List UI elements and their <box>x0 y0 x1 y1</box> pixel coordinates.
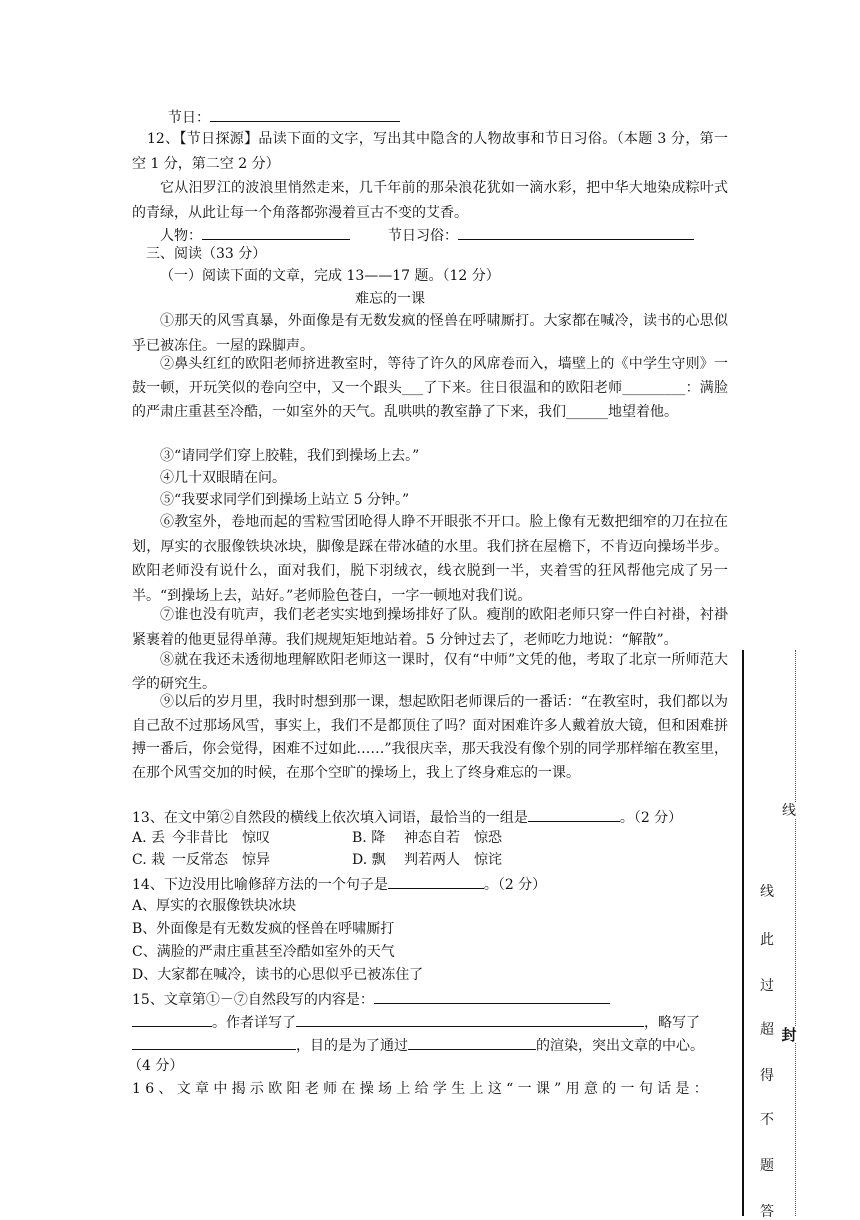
binding-solid-line <box>742 650 744 1216</box>
q15-detail-blank[interactable] <box>296 1011 644 1027</box>
q15-score: （4 分） <box>128 1058 184 1074</box>
q14-stem: 14、下边没用比喻修辞方法的一个句子是 <box>132 877 388 893</box>
q14-stem-line <box>132 873 546 895</box>
seal-char-7: 题 <box>760 1158 774 1174</box>
seal-char-1: 线 <box>760 884 774 900</box>
q12-custom-blank[interactable] <box>458 224 694 240</box>
seal-char-2: 此 <box>760 932 774 948</box>
seal-char-3: 过 <box>760 978 774 994</box>
seal-char-feng: 封 <box>781 1026 797 1044</box>
q15-line-1 <box>132 988 610 1010</box>
seal-char-4: 超 <box>760 1022 774 1038</box>
q13-option-a-letter: A. 丢 <box>132 830 166 846</box>
article-paragraph-5: ⑤“我要求同学们到操场上站立 5 分钟。” <box>160 492 410 508</box>
q15-stem: 15、文章第①－⑦自然段写的内容是： <box>132 992 374 1008</box>
q14-option-d: D、大家都在喊冷，读书的心思似乎已被冻住了 <box>132 967 424 983</box>
q15-brief-label: ，略写了 <box>644 1015 700 1031</box>
q11-festival-label: 节日： <box>168 110 210 126</box>
q15-brief-blank[interactable] <box>132 1034 296 1050</box>
q13-stem: 13、在文中第②自然段的横线上依次填入词语，最恰当的一组是 <box>132 810 528 826</box>
q13-tail: 。（2 分） <box>619 810 683 826</box>
q15-detail-label: 。作者详写了 <box>212 1015 296 1031</box>
q15-line-3 <box>132 1034 704 1056</box>
article-paragraph-2: ②鼻头红红的欧阳老师挤进教室时，等待了许久的风席卷而入，墙壁上的《中学生守则》一鼓一顿，开玩笑似的卷向空中，又一个跟头___了下来。往日很温和的欧阳老师_________：满脸的严肃庄重甚至冷酷，一如室外的天气。乱哄哄的教室静了下来，我们______地望着他。 <box>132 356 728 420</box>
article-paragraph-1: ①那天的风雪真暴，外面像是有无数发疯的怪兽在呼啸厮打。大家都在喊冷，读书的心思似乎已被冻住。一屋的跺脚声。 <box>132 313 728 354</box>
seal-char-8: 答 <box>760 1204 774 1220</box>
q14-option-c: C、满脸的严肃庄重甚至冷酷如室外的天气 <box>132 944 395 960</box>
seal-char-6: 不 <box>760 1112 774 1128</box>
q13-option-d-word2: 判若两人 <box>404 852 460 868</box>
q13-option-b-word3: 惊恐 <box>474 830 502 846</box>
article-paragraph-9: ⑨以后的岁月里，我时时想到那一课，想起欧阳老师课后的一番话：“在教室时，我们都以为自己敌不过那场风雪，事实上，我们不是都顶住了吗？面对困难许多人戴着放大镜，但和困难拼搏一番后，你会觉得，困难不过如此……”我很庆幸，那天我没有像个别的同学那样缩在教室里，在那个风雪交加的时候，在那个空旷的操场上，我上了终身难忘的一课。 <box>132 694 728 781</box>
q13-options-row-1 <box>132 828 502 848</box>
q12-blanks-line <box>160 224 694 246</box>
q15-line-2 <box>132 1011 700 1033</box>
article-paragraph-6: ⑥教室外，卷地而起的雪粒雪团呛得人睁不开眼张不开口。脸上像有无数把细窄的刀在拉在划，厚实的衣服像铁块冰块，脚像是踩在带冰碴的水里。我们挤在屋檐下，不肯迈向操场半步。欧阳老师没有说什么，面对我们，脱下羽绒衣，线衣脱到一半，夹着雪的狂风帮他完成了另一半。“到操场上去，站好。”老师脸色苍白，一字一顿地对我们说。 <box>132 514 728 604</box>
q11-festival-line <box>168 106 400 128</box>
q13-option-a-word2: 今非昔比 <box>172 830 228 846</box>
q14-option-b: B、外面像是有无数发疯的怪兽在呼啸厮打 <box>132 921 395 937</box>
q15-render-blank[interactable] <box>408 1034 536 1050</box>
q12-person-blank[interactable] <box>202 224 350 240</box>
seal-char-top: 线 <box>782 803 796 819</box>
q14-answer-blank[interactable] <box>388 873 484 889</box>
article-paragraph-4: ④几十双眼睛在问。 <box>160 470 286 486</box>
q13-option-d-letter: D. 飘 <box>352 852 386 868</box>
q14-option-a: A、厚实的衣服像铁块冰块 <box>132 898 297 914</box>
section3-title: 三、阅读（33 分） <box>146 246 267 262</box>
q15-purpose-label: ，目的是为了通过 <box>296 1038 408 1054</box>
q12-stem: 12、【节日探源】品读下面的文字，写出其中隐含的人物故事和节日习俗。（本题 3 分，第一空 1 分，第二空 2 分） <box>132 131 728 172</box>
q13-option-c-letter: C. 栽 <box>132 852 166 868</box>
q12-passage: 它从汨罗江的波浪里悄然走来，几千年前的那朵浪花犹如一滴水彩，把中华大地染成粽叶式的青绿，从此让每一个角落都弥漫着亘古不变的艾香。 <box>132 180 728 221</box>
article-title: 难忘的一课 <box>355 291 425 307</box>
binding-dotted-line <box>795 650 796 1216</box>
q13-stem-line <box>132 806 682 828</box>
q12-custom-label: 节日习俗： <box>388 228 458 244</box>
q11-festival-blank[interactable] <box>210 106 400 122</box>
q13-option-d-word3: 惊诧 <box>474 852 502 868</box>
q13-answer-blank[interactable] <box>528 806 620 822</box>
article-paragraph-3: ③“请同学们穿上胶鞋，我们到操场上去。” <box>160 448 420 464</box>
q13-option-c-word3: 惊异 <box>242 852 270 868</box>
article-paragraph-7: ⑦谁也没有吭声，我们老老实实地到操场排好了队。瘦削的欧阳老师只穿一件白衬褂，衬褂紧裹着的他更显得单薄。我们规规矩矩地站着。5 分钟过去了，老师吃力地说：“解散”。 <box>132 607 728 648</box>
q13-option-a-word3: 惊叹 <box>242 830 270 846</box>
q15-content-blank-cont[interactable] <box>132 1011 212 1027</box>
q15-content-blank[interactable] <box>374 988 610 1004</box>
q13-option-c-word2: 一反常态 <box>172 852 228 868</box>
q16-stem: 16、文章中揭示欧阳老师在操场上给学生上这“一课”用意的一句话是： <box>132 1081 713 1097</box>
part1-intro: （一）阅读下面的文章，完成 13——17 题。（12 分） <box>160 268 500 284</box>
article-paragraph-8: ⑧就在我还未透彻地理解欧阳老师这一课时，仅有“中师”文凭的他，考取了北京一所师范大学的研究生。 <box>132 652 728 692</box>
q14-tail: 。（2 分） <box>483 877 547 893</box>
q13-options-row-2 <box>132 850 502 870</box>
q12-person-label: 人物： <box>160 228 202 244</box>
q15-purpose-tail: 的渲染，突出文章的中心。 <box>536 1038 704 1054</box>
q13-option-b-word2: 神态自若 <box>404 830 460 846</box>
q13-option-b-letter: B. 降 <box>352 830 386 846</box>
seal-char-5: 得 <box>760 1068 774 1084</box>
